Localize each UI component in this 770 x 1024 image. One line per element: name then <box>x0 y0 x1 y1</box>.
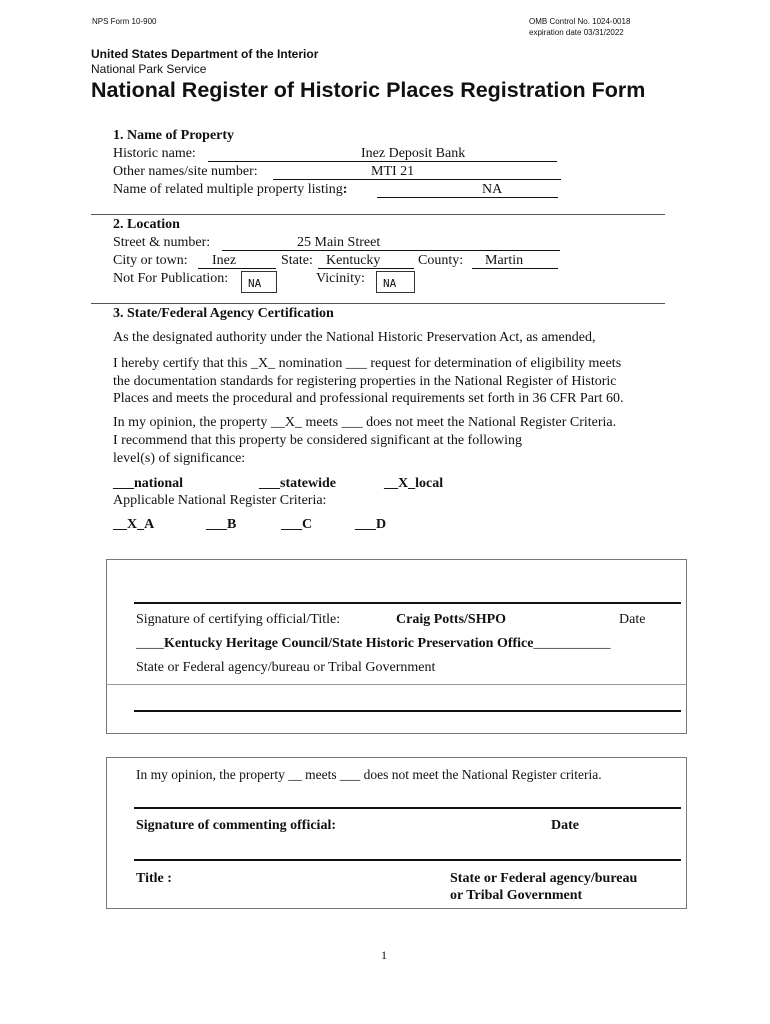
criterion-b[interactable]: ___B <box>206 517 237 532</box>
divider <box>106 684 687 685</box>
not-for-publication-label: Not For Publication: <box>113 271 229 286</box>
other-names-value[interactable]: MTI 21 <box>371 164 415 179</box>
street-value[interactable]: 25 Main Street <box>297 235 381 250</box>
historic-name-label: Historic name: <box>113 146 196 161</box>
certify-line-2: the documentation standards for registering properties in the National Register of Historic <box>113 374 617 389</box>
level-statewide[interactable]: ___statewide <box>259 476 336 491</box>
omb-control: OMB Control No. 1024-0018 <box>529 17 631 26</box>
page-title: National Register of Historic Places Registration Form <box>91 78 646 102</box>
state-value[interactable]: Kentucky <box>326 253 381 268</box>
historic-name-value[interactable]: Inez Deposit Bank <box>361 146 466 161</box>
signature-line[interactable] <box>134 710 681 712</box>
level-national[interactable]: ___national <box>113 476 184 491</box>
certifying-agency: ____Kentucky Heritage Council/State Historic Preservation Office___________ <box>136 636 611 651</box>
service-name: National Park Service <box>91 62 207 76</box>
authority-statement: As the designated authority under the National Historic Preservation Act, as amended, <box>113 330 596 345</box>
signature-line[interactable] <box>134 807 681 809</box>
city-label: City or town: <box>113 253 188 268</box>
other-names-underline <box>273 179 561 180</box>
opinion-line-1: In my opinion, the property __X_ meets ___ does not meet the National Register Criteria. <box>113 415 617 430</box>
county-label: County: <box>418 253 464 268</box>
divider <box>91 214 665 215</box>
department-name: United States Department of the Interior <box>91 47 319 61</box>
commenting-agency-line-2: or Tribal Government <box>450 888 583 903</box>
street-underline <box>222 250 560 251</box>
vicinity-field[interactable]: NA <box>376 271 415 293</box>
criterion-d[interactable]: ___D <box>355 517 387 532</box>
opinion-line-2: I recommend that this property be considered significant at the following <box>113 433 522 448</box>
other-names-label: Other names/site number: <box>113 164 258 179</box>
form-id: NPS Form 10-900 <box>92 17 157 26</box>
criterion-c[interactable]: ___C <box>281 517 313 532</box>
commenting-signature-label: Signature of commenting official: <box>136 818 336 833</box>
certifying-official-name: Craig Potts/SHPO <box>396 612 507 627</box>
divider <box>91 303 665 304</box>
state-label: State: <box>281 253 313 268</box>
commenting-title-label: Title : <box>136 871 172 886</box>
certifying-agency-label: State or Federal agency/bureau or Tribal Government <box>136 660 436 675</box>
certify-line-3: Places and meets the procedural and professional requirements set forth in 36 CFR Part 60. <box>113 391 624 406</box>
not-for-publication-field[interactable]: NA <box>241 271 277 293</box>
certifying-date-label: Date <box>619 612 646 627</box>
page-number: 1 <box>381 948 387 962</box>
criteria-label: Applicable National Register Criteria: <box>113 493 327 508</box>
certify-line-1: I hereby certify that this _X_ nomination ___ request for determination of eligibility meets <box>113 356 622 371</box>
section-2-heading: 2. Location <box>113 217 180 232</box>
city-underline <box>198 268 276 269</box>
signature-line[interactable] <box>134 602 681 604</box>
county-value[interactable]: Martin <box>485 253 524 268</box>
level-local[interactable]: __X_local <box>384 476 444 491</box>
section-1-heading: 1. Name of Property <box>113 128 235 143</box>
certifying-signature-label: Signature of certifying official/Title: <box>136 612 341 627</box>
related-listing-label: Name of related multiple property listing: <box>113 182 348 197</box>
street-label: Street & number: <box>113 235 211 250</box>
commenting-date-label: Date <box>551 818 579 833</box>
signature-line[interactable] <box>134 859 681 861</box>
city-value[interactable]: Inez <box>212 253 237 268</box>
criterion-a[interactable]: __X_A <box>113 517 155 532</box>
section-3-heading: 3. State/Federal Agency Certification <box>113 306 334 321</box>
vicinity-label: Vicinity: <box>316 271 365 286</box>
opinion-line-3: level(s) of significance: <box>113 451 246 466</box>
commenting-agency-line-1: State or Federal agency/bureau <box>450 871 638 886</box>
related-listing-underline <box>377 197 558 198</box>
related-listing-value[interactable]: NA <box>482 182 503 197</box>
expiration-date: expiration date 03/31/2022 <box>529 28 624 37</box>
commenting-opinion: In my opinion, the property __ meets ___ does not meet the National Register criteria. <box>136 767 602 782</box>
